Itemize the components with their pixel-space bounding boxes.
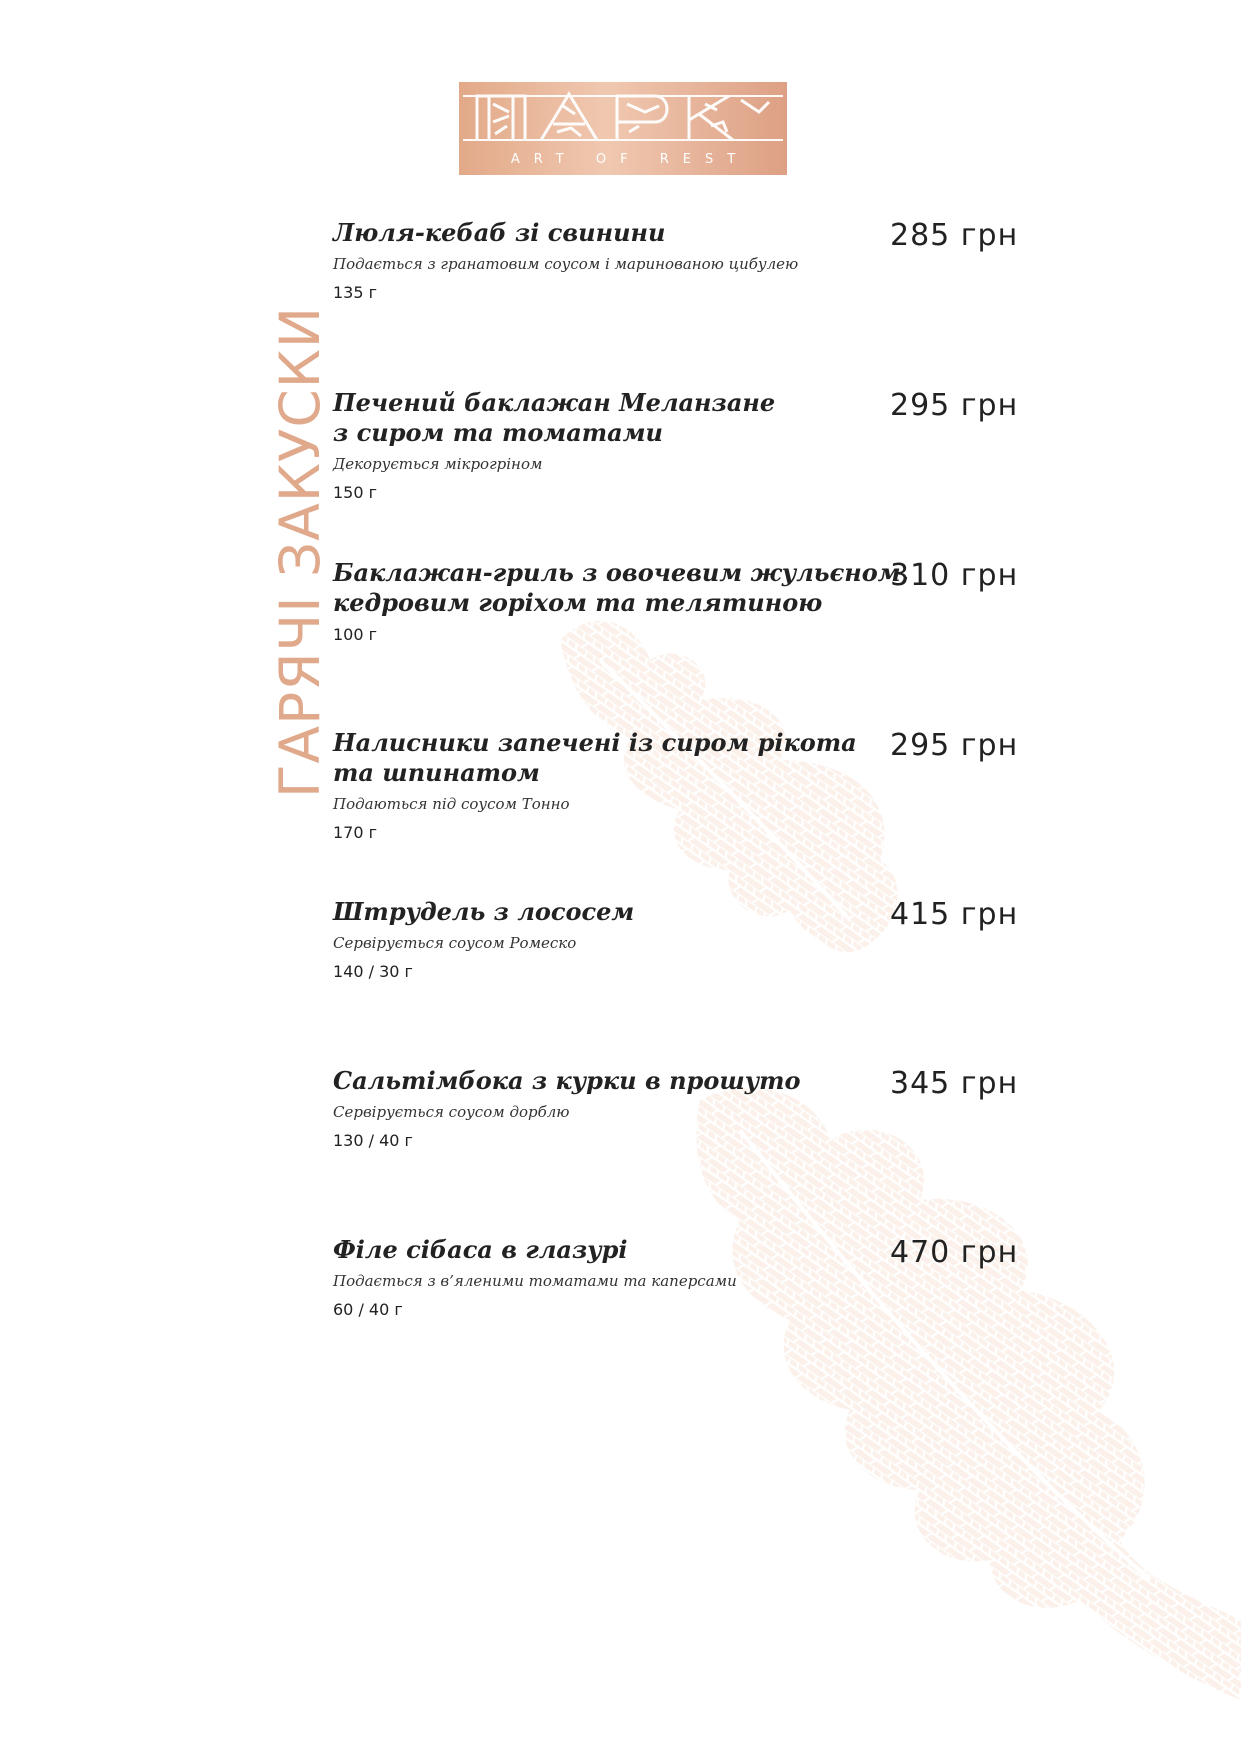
logo-tagline: ART OF REST xyxy=(510,152,750,167)
menu-item xyxy=(333,897,1019,983)
menu-item xyxy=(333,558,1019,646)
item-name: Печений баклажан Меланзане з сиром та томатами xyxy=(333,388,776,447)
item-description: Сервірується соусом дорблю xyxy=(333,1103,570,1121)
item-description: Декорується мікрогріном xyxy=(333,455,543,473)
item-name: Налисники запечені із сиром рікота та шпинатом xyxy=(333,728,857,787)
item-weight: 140 / 30 г xyxy=(333,962,413,981)
menu-item xyxy=(333,1066,1019,1152)
menu-item xyxy=(333,728,1019,844)
item-name: Люля-кебаб зі свинини xyxy=(333,218,666,247)
item-price: 415 грн xyxy=(890,897,1019,932)
item-weight: 135 г xyxy=(333,283,378,302)
item-name: Баклажан-гриль з овочевим жульєном, кедровим горіхом та телятиною xyxy=(333,558,909,617)
item-weight: 130 / 40 г xyxy=(333,1131,413,1150)
item-description: Подається з гранатовим соусом і маринованою цибулею xyxy=(333,255,799,273)
brand-logo xyxy=(459,82,787,175)
menu-item xyxy=(333,388,1019,504)
item-name: Сальтімбока з курки в прошуто xyxy=(333,1066,801,1095)
item-weight: 150 г xyxy=(333,483,378,502)
item-weight: 170 г xyxy=(333,823,378,842)
item-name: Філе сібаса в глазурі xyxy=(333,1235,628,1264)
item-description: Сервірується соусом Ромеско xyxy=(333,934,577,952)
item-weight: 100 г xyxy=(333,625,378,644)
item-weight: 60 / 40 г xyxy=(333,1300,403,1319)
section-title: ГАРЯЧІ ЗАКУСКИ xyxy=(268,305,332,798)
menu-item xyxy=(333,1235,1019,1321)
item-price: 295 грн xyxy=(890,728,1019,763)
item-description: Подаються під соусом Тонно xyxy=(333,795,570,813)
menu-item xyxy=(333,218,1019,304)
item-price: 470 грн xyxy=(890,1235,1019,1270)
item-price: 345 грн xyxy=(890,1066,1019,1101)
item-price: 310 грн xyxy=(890,558,1019,593)
item-description: Подається з в’яленими томатами та каперсами xyxy=(333,1272,737,1290)
item-price: 285 грн xyxy=(890,218,1019,253)
item-price: 295 грн xyxy=(890,388,1019,423)
item-name: Штрудель з лососем xyxy=(333,897,635,926)
